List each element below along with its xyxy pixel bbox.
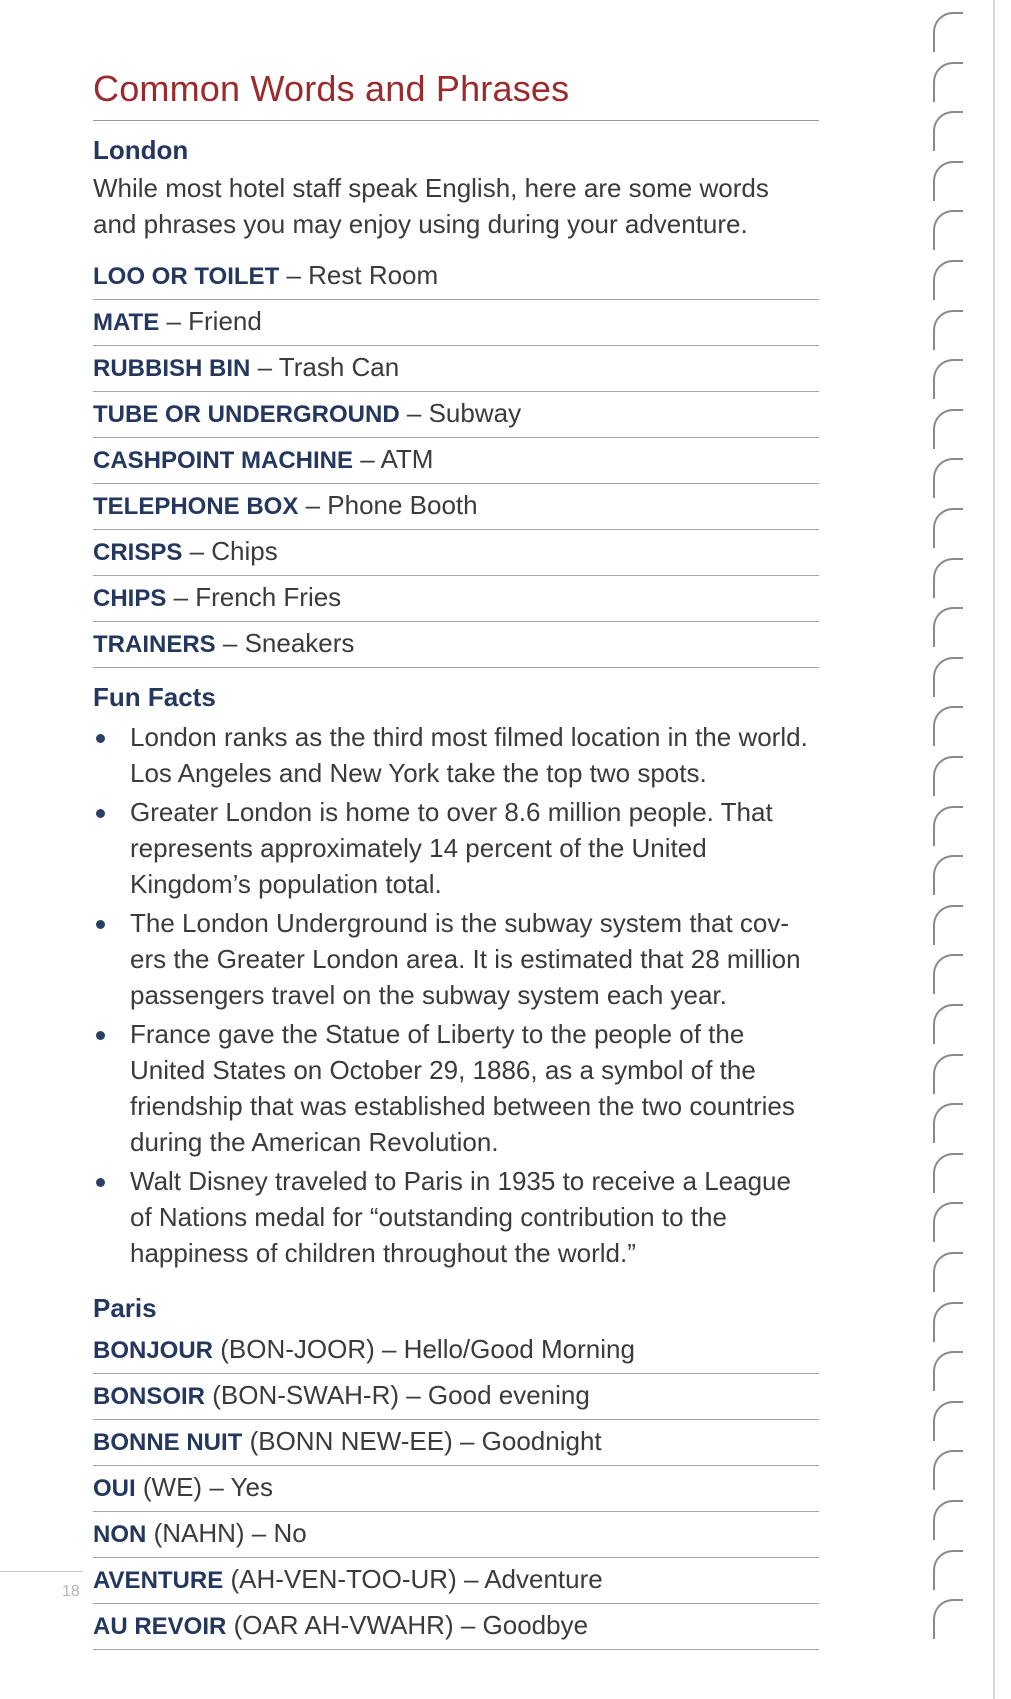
binding-hole-icon <box>933 1401 963 1441</box>
fact-item <box>93 719 819 791</box>
term-meaning: (BON-JOOR) – Hello/Good Morning <box>213 1334 635 1364</box>
binding-hole-icon <box>933 310 963 350</box>
paris-terms-list <box>93 1328 819 1650</box>
binding-hole-icon <box>933 111 963 151</box>
term-meaning: (BONN NEW-EE) – Goodnight <box>242 1426 602 1456</box>
fact-text: France gave the Statue of Liberty to the people of the United States on October 29, 1886, as a symbol of the friendship that was established between the two countries during the American Revolution. <box>130 1019 795 1157</box>
term: CRISPS <box>93 539 183 566</box>
term-row <box>93 484 819 530</box>
footer-rule <box>0 1571 83 1572</box>
paris-heading: Paris <box>93 1293 157 1323</box>
london-terms-list <box>93 254 819 668</box>
term-row <box>93 438 819 484</box>
term-meaning: (WE) – Yes <box>135 1472 273 1502</box>
term-meaning: (AH-VEN-TOO-UR) – Adventure <box>223 1564 603 1594</box>
term: BONJOUR <box>93 1337 214 1364</box>
term: AVENTURE <box>93 1567 224 1594</box>
page-title: Common Words and Phrases <box>93 58 819 121</box>
binding-hole-icon <box>933 359 963 399</box>
term-meaning: – Phone Booth <box>298 490 478 520</box>
term-row <box>93 622 819 668</box>
binding-hole-icon <box>933 458 963 498</box>
fun-facts-heading: Fun Facts <box>93 682 216 712</box>
fact-item <box>93 905 819 1013</box>
term: TUBE OR UNDERGROUND <box>93 401 400 428</box>
binding-hole-icon <box>933 954 963 994</box>
fact-text: Greater London is home to over 8.6 million people. That represents approximately 14 percent of the United Kingdom’s population total. <box>130 797 773 899</box>
fact-text: London ranks as the third most filmed location in the world. Los Angeles and New York take the top two spots. <box>130 722 808 788</box>
term: BONSOIR <box>93 1383 206 1410</box>
term: AU REVOIR <box>93 1613 227 1640</box>
term: MATE <box>93 309 160 336</box>
binding-hole-icon <box>933 855 963 895</box>
page-number: 18 <box>62 1583 80 1600</box>
fact-text: The London Underground is the subway system that cov- ers the Greater London area. It is estimated that 28 million passengers travel on the subway system each year. <box>130 908 801 1010</box>
bullet-icon <box>96 734 105 743</box>
page-content <box>93 58 819 1650</box>
binding-hole-icon <box>933 409 963 449</box>
binding-hole-icon <box>933 1450 963 1490</box>
binding-hole-icon <box>933 706 963 746</box>
term: TELEPHONE BOX <box>93 493 299 520</box>
term-row <box>93 1374 819 1420</box>
binding-hole-icon <box>933 1351 963 1391</box>
term-row <box>93 576 819 622</box>
binding-hole-icon <box>933 657 963 697</box>
term: LOO OR TOILET <box>93 263 280 290</box>
term: OUI <box>93 1475 136 1502</box>
binding-hole-icon <box>933 62 963 102</box>
binding-hole-icon <box>933 1599 963 1639</box>
binding-hole-icon <box>933 1302 963 1342</box>
term-meaning: – French Fries <box>166 582 342 612</box>
term: BONNE NUIT <box>93 1429 243 1456</box>
binding-hole-icon <box>933 1252 963 1292</box>
london-intro: While most hotel staff speak English, here are some words and phrases you may enjoy using during your adventure. <box>93 173 769 239</box>
term-row <box>93 392 819 438</box>
term-row <box>93 254 819 300</box>
term-row <box>93 1328 819 1374</box>
term-row <box>93 1558 819 1604</box>
term-meaning: – Chips <box>182 536 278 566</box>
term-meaning: – Rest Room <box>279 260 439 290</box>
bullet-icon <box>96 920 105 929</box>
fact-text: Walt Disney traveled to Paris in 1935 to receive a League of Nations medal for “outstanding contribution to the happiness of children throughout the world.” <box>130 1166 791 1268</box>
paris-section <box>93 1293 819 1650</box>
binding-edge <box>993 0 995 1699</box>
term: RUBBISH BIN <box>93 355 251 382</box>
fact-item <box>93 1016 819 1160</box>
bullet-icon <box>96 1178 105 1187</box>
fact-item <box>93 1163 819 1271</box>
binding-hole-icon <box>933 1054 963 1094</box>
binding-hole-icon <box>933 1004 963 1044</box>
term-meaning: – Friend <box>159 306 262 336</box>
binding-hole-icon <box>933 558 963 598</box>
term: CASHPOINT MACHINE <box>93 447 354 474</box>
binding-hole-icon <box>933 756 963 796</box>
binding-hole-icon <box>933 905 963 945</box>
spiral-binding <box>925 0 1011 1699</box>
binding-hole-icon <box>933 607 963 647</box>
binding-hole-icon <box>933 1550 963 1590</box>
term-meaning: (NAHN) – No <box>146 1518 307 1548</box>
binding-hole-icon <box>933 210 963 250</box>
binding-hole-icon <box>933 12 963 52</box>
term: NON <box>93 1521 147 1548</box>
binding-hole-icon <box>933 1103 963 1143</box>
binding-hole-icon <box>933 1500 963 1540</box>
london-heading: London <box>93 135 189 165</box>
term-meaning: – ATM <box>353 444 434 474</box>
term-row <box>93 1466 819 1512</box>
fun-facts-list <box>93 719 819 1271</box>
term-row <box>93 346 819 392</box>
binding-hole-icon <box>933 260 963 300</box>
bullet-icon <box>96 1031 105 1040</box>
term-meaning: – Subway <box>399 398 522 428</box>
term-row <box>93 300 819 346</box>
binding-hole-icon <box>933 1202 963 1242</box>
term-row <box>93 530 819 576</box>
binding-hole-icon <box>933 806 963 846</box>
binding-hole-icon <box>933 161 963 201</box>
term-meaning: – Sneakers <box>215 628 355 658</box>
term-meaning: (OAR AH-VWAHR) – Goodbye <box>226 1610 589 1640</box>
term-row <box>93 1604 819 1650</box>
term-row <box>93 1420 819 1466</box>
term: CHIPS <box>93 585 167 612</box>
binding-hole-icon <box>933 1153 963 1193</box>
binding-hole-icon <box>933 508 963 548</box>
term-meaning: – Trash Can <box>250 352 400 382</box>
bullet-icon <box>96 809 105 818</box>
fact-item <box>93 794 819 902</box>
term-meaning: (BON-SWAH-R) – Good evening <box>205 1380 590 1410</box>
term: TRAINERS <box>93 631 216 658</box>
term-row <box>93 1512 819 1558</box>
